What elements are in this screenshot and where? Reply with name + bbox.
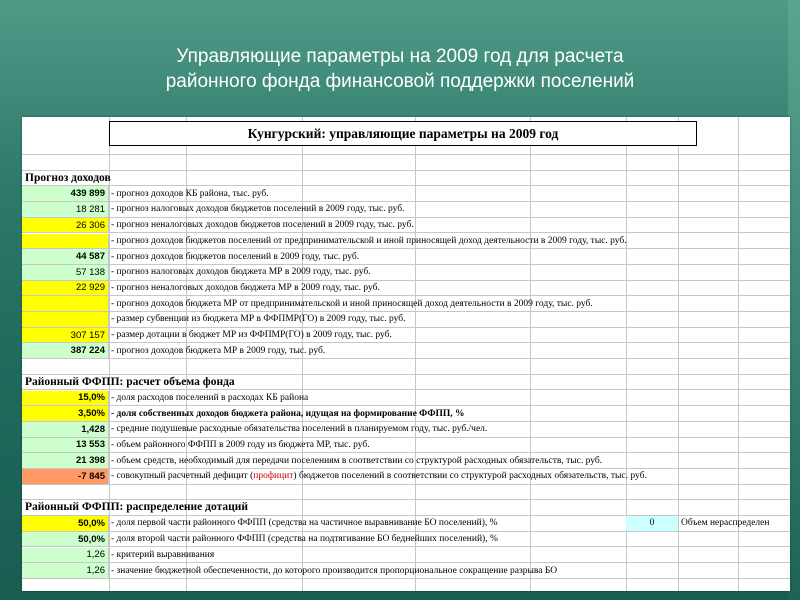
- table-row: [22, 516, 790, 532]
- description-cell: - прогноз доходов бюджета МР от предпринимательской и иной приносящей доход деятельности в 2009 году, тыс. руб.: [111, 298, 593, 309]
- table-row: [22, 249, 790, 265]
- value-cell[interactable]: 50,0%: [22, 516, 109, 531]
- description-cell: - прогноз доходов КБ района, тыс. руб.: [111, 188, 269, 199]
- description-cell: - средние подушевые расходные обязательства поселений в планируемом году, тыс. руб./чел.: [111, 424, 488, 435]
- value-cell[interactable]: 387 224: [22, 343, 109, 358]
- description-cell: - прогноз налоговых доходов бюджетов поселений в 2009 году, тыс. руб.: [111, 204, 405, 215]
- table-row: [22, 453, 790, 469]
- spreadsheet: [22, 117, 790, 591]
- description-text: - совокупный расчетный дефицит (: [111, 471, 254, 482]
- table-row: [22, 296, 790, 312]
- section-title: Прогноз доходов: [25, 171, 111, 184]
- empty-row: [22, 579, 790, 591]
- description-cell: - объем районного ФФПП в 2009 году из бюджета МР, тыс. руб.: [111, 439, 370, 450]
- slide-title-line-1: Управляющие параметры на 2009 год для расчета: [176, 46, 624, 67]
- value-cell[interactable]: 439 899: [22, 186, 109, 201]
- description-cell: - объем средств, необходимый для передачи поселениям в соответствии со структурой расходных обязательств, тыс. руб.: [111, 455, 603, 466]
- value-cell[interactable]: 1,26: [22, 548, 109, 563]
- table-row: [22, 202, 790, 218]
- table-row: [22, 218, 790, 234]
- value-cell[interactable]: 22 929: [22, 281, 109, 296]
- value-cell[interactable]: -7 845: [22, 469, 109, 484]
- description-cell: - прогноз налоговых доходов бюджета МР в 2009 году, тыс. руб.: [111, 267, 371, 278]
- sheet-header: Кунгурский: управляющие параметры на 2009 год: [109, 121, 697, 146]
- description-cell: - доля собственных доходов бюджета района, идущая на формирование ФФПП, %: [111, 408, 465, 419]
- table-row: [22, 563, 790, 579]
- description-cell: - доля расходов поселений в расходах КБ района: [111, 392, 309, 403]
- table-row: [22, 281, 790, 297]
- table-row: [22, 312, 790, 328]
- value-cell[interactable]: 307 157: [22, 328, 109, 343]
- description-cell: - критерий выравнивания: [111, 549, 215, 560]
- table-row: [22, 422, 790, 438]
- description-cell: - прогноз неналоговых доходов бюджета МР в 2009 году, тыс. руб.: [111, 282, 380, 293]
- value-cell[interactable]: 21 398: [22, 453, 109, 468]
- slide-title-line-2: районного фонда финансовой поддержки поселений: [165, 71, 635, 92]
- description-cell: - размер субвенции из бюджета МР в ФФПМР(ГО) в 2009 году, тыс. руб.: [111, 314, 406, 325]
- value-cell[interactable]: 15,0%: [22, 391, 109, 406]
- table-row: [22, 438, 790, 454]
- section-row: [22, 171, 790, 187]
- table-row: [22, 265, 790, 281]
- empty-row: [22, 359, 790, 375]
- table-row: [22, 391, 790, 407]
- table-row: [22, 406, 790, 422]
- section-row: [22, 375, 790, 391]
- value-cell[interactable]: [22, 312, 109, 327]
- slide-title: [0, 44, 800, 94]
- section-row: [22, 500, 790, 516]
- table-row: [22, 548, 790, 564]
- value-cell[interactable]: 3,50%: [22, 406, 109, 421]
- description-cell: [111, 469, 647, 484]
- description-cell: - прогноз доходов бюджетов поселений от предпринимательской и иной приносящей доход деятельности в 2009 году, тыс. руб.: [111, 235, 627, 246]
- description-cell: - значение бюджетной обеспеченности, до которого производится пропорциональное сокращение разрыва БО: [111, 565, 558, 576]
- empty-row: [22, 485, 790, 501]
- value-cell[interactable]: 50,0%: [22, 532, 109, 547]
- section-title: Районный ФФПП: расчет объема фонда: [25, 375, 235, 388]
- value-cell[interactable]: 1,26: [22, 563, 109, 578]
- table-row: [22, 328, 790, 344]
- section-title: Районный ФФПП: распределение дотаций: [25, 501, 248, 514]
- value-cell[interactable]: 18 281: [22, 202, 109, 217]
- description-cell: - доля первой части районного ФФПП (средства на частичное выравнивание БО поселений), %: [111, 518, 498, 529]
- value-cell[interactable]: 57 138: [22, 265, 109, 280]
- table-row: [22, 186, 790, 202]
- description-cell: - прогноз доходов бюджета МР в 2009 году, тыс. руб.: [111, 345, 326, 356]
- value-cell[interactable]: [22, 296, 109, 311]
- description-cell: - прогноз доходов бюджетов поселений в 2009 году, тыс. руб.: [111, 251, 360, 262]
- description-cell: - размер дотации в бюджет МР из ФФПМР(ГО) в 2009 году, тыс. руб.: [111, 330, 392, 341]
- description-text: ) бюджетов поселений в соответствии со структурой расходных обязательств, тыс. руб.: [293, 471, 647, 482]
- description-cell: - прогноз неналоговых доходов бюджетов поселений в 2009 году, тыс. руб.: [111, 220, 414, 231]
- value-cell[interactable]: 1,428: [22, 422, 109, 437]
- table-row: [22, 234, 790, 250]
- description-cell: - доля второй части районного ФФПП (средства на подтягивание БО беднейших поселений), %: [111, 534, 498, 545]
- description-highlight: профицит: [253, 471, 294, 482]
- sheet-header-row: [22, 117, 790, 155]
- empty-row: [22, 155, 790, 171]
- table-row: [22, 343, 790, 359]
- side-value-cell[interactable]: 0: [626, 516, 678, 531]
- value-cell[interactable]: [22, 234, 109, 249]
- value-cell[interactable]: 26 306: [22, 218, 109, 233]
- value-cell[interactable]: 44 587: [22, 249, 109, 264]
- side-label-cell: Объем нераспределен: [681, 518, 770, 529]
- table-row: [22, 532, 790, 548]
- table-row: [22, 469, 790, 485]
- value-cell[interactable]: 13 553: [22, 438, 109, 453]
